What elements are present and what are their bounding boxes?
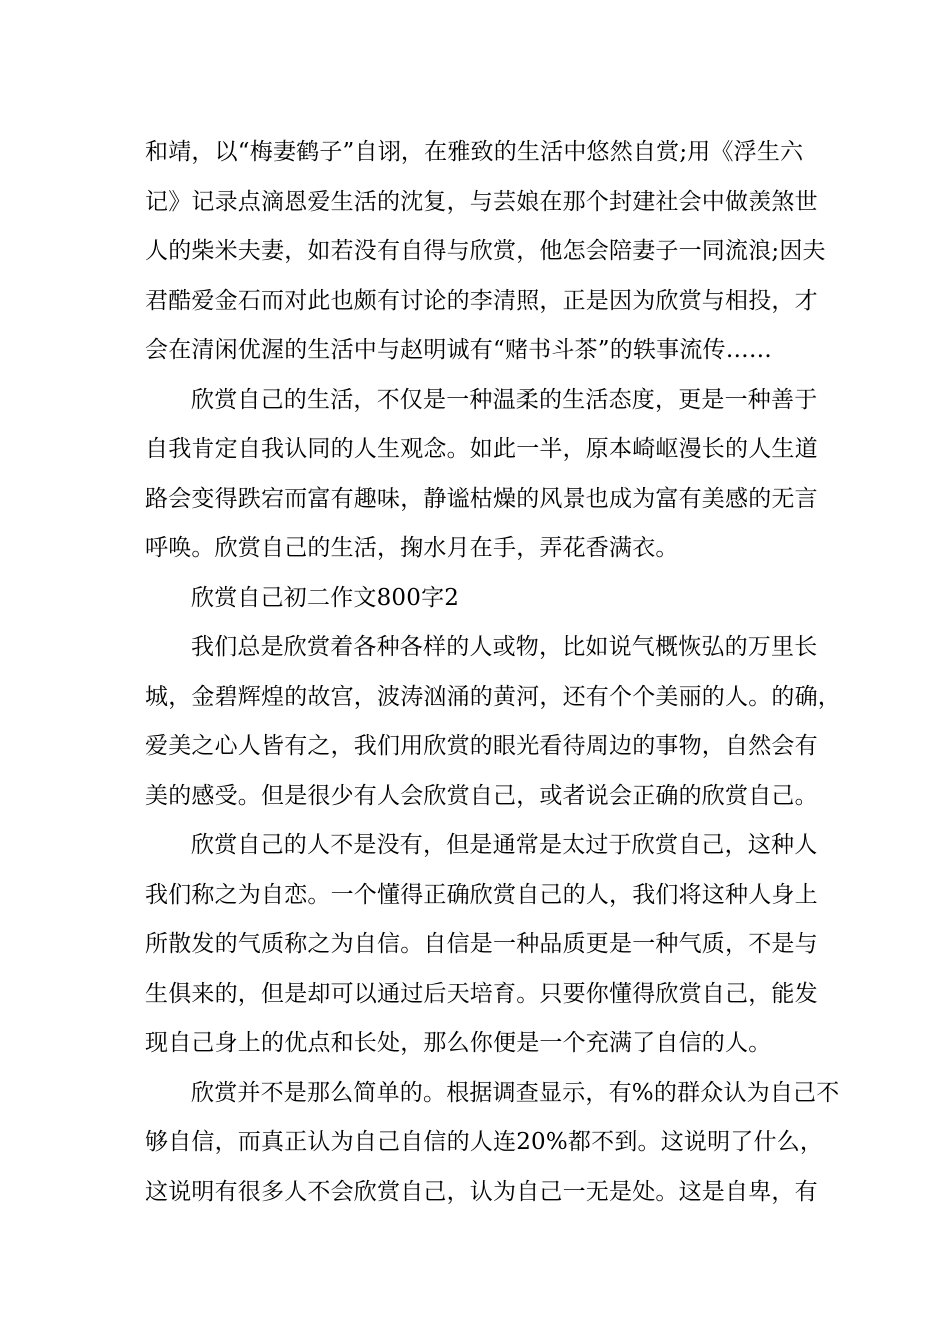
text-line: 美的感受。但是很少有人会欣赏自己，或者说会正确的欣赏自己。 xyxy=(145,782,818,809)
text-line: 人的柴米夫妻，如若没有自得与欣赏，他怎会陪妻子一同流浪;因夫 xyxy=(145,238,826,264)
text-line: 欣赏自己初二作文800字2 xyxy=(191,584,460,611)
text-line: 欣赏自己的生活，不仅是一种温柔的生活态度，更是一种善于 xyxy=(191,386,818,413)
text-line: 欣赏自己的人不是没有，但是通常是太过于欣赏自己，这种人 xyxy=(191,832,818,858)
text-line: 城，金碧辉煌的故宫，波涛汹涌的黄河，还有个个美丽的人。的确， xyxy=(145,683,841,710)
text-line: 君酷爱金石而对此也颇有讨论的李清照，正是因为欣赏与相投，才 xyxy=(145,287,818,314)
text-line: 我们称之为自恋。一个懂得正确欣赏自己的人，我们将这种人身上 xyxy=(145,881,818,908)
text-line: 现自己身上的优点和长处，那么你便是一个充满了自信的人。 xyxy=(145,1030,772,1056)
text-line: 爱美之心人皆有之，我们用欣赏的眼光看待周边的事物，自然会有 xyxy=(145,733,818,759)
text-line: 这说明有很多人不会欣赏自己，认为自己一无是处。这是自卑，有 xyxy=(145,1178,818,1205)
text-line: 所散发的气质称之为自信。自信是一种品质更是一种气质，不是与 xyxy=(145,931,818,957)
text-line: 会在清闲优渥的生活中与赵明诚有“赌书斗茶”的轶事流传…… xyxy=(145,337,773,363)
text-line: 自我肯定自我认同的人生观念。如此一半，原本崎岖漫长的人生道 xyxy=(145,436,818,462)
text-line: 和靖，以“梅妻鹤子”自诩，在雅致的生活中悠然自赏;用《浮生六 xyxy=(145,139,804,165)
text-line: 够自信，而真正认为自己自信的人连20%都不到。这说明了什么， xyxy=(145,1129,824,1155)
text-line: 欣赏并不是那么简单的。根据调查显示，有%的群众认为自己不 xyxy=(191,1079,840,1106)
text-line: 呼唤。欣赏自己的生活，掬水月在手，弄花香满衣。 xyxy=(145,535,679,561)
text-line: 路会变得跌宕而富有趣味，静谧枯燥的风景也成为富有美感的无言 xyxy=(145,485,818,512)
text-line: 生俱来的，但是却可以通过后天培育。只要你懂得欣赏自己，能发 xyxy=(145,980,818,1007)
article-body xyxy=(145,128,841,1217)
text-line: 我们总是欣赏着各种各样的人或物，比如说气概恢弘的万里长 xyxy=(191,634,818,660)
text-line: 记》记录点滴恩爱生活的沈复，与芸娘在那个封建社会中做羡煞世 xyxy=(145,188,818,215)
